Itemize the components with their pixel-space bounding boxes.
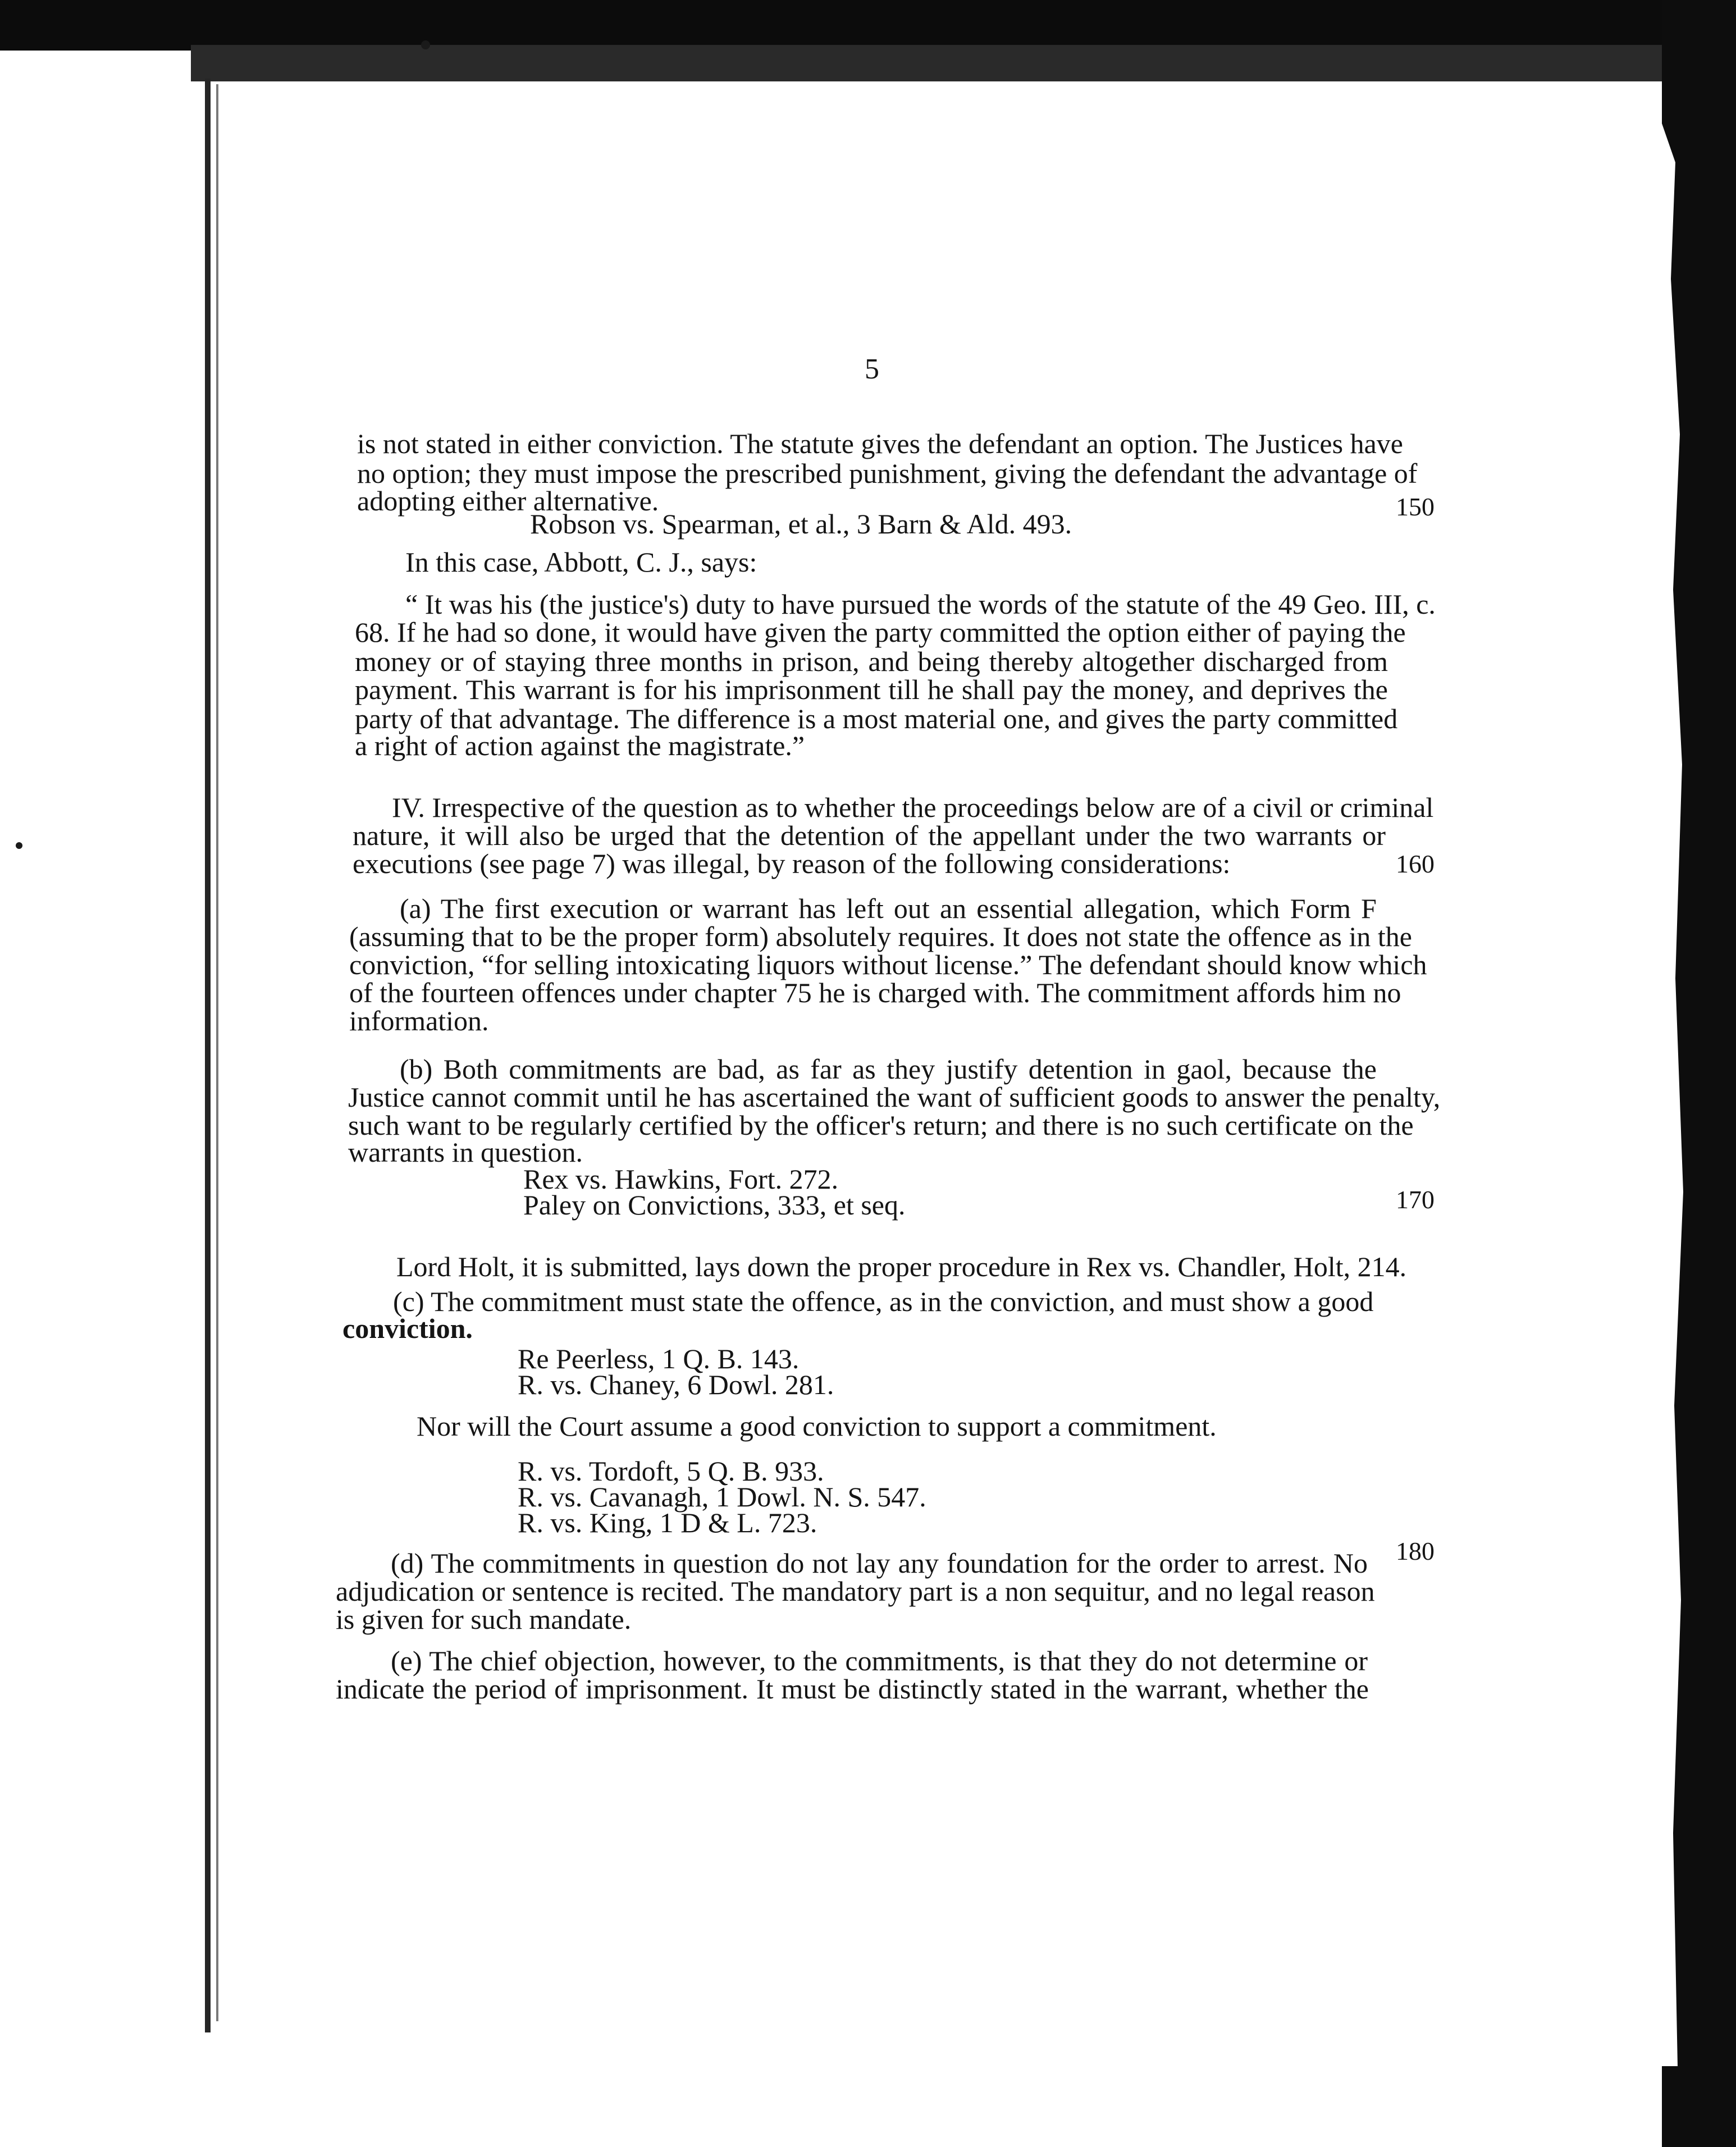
text-line: (b) Both commitments are bad, as far as they justify detention in gaol, because the [400,1053,1377,1085]
quote-line: 68. If he had so done, it would have given the party committed the option either of paying the [355,616,1406,648]
text-line: adopting either alternative. [357,485,659,517]
margin-line-number: 170 [1396,1185,1435,1214]
quote-line: “ It was his (the justice's) duty to have pursued the words of the statute of the 49 Geo. III, c. [405,588,1436,620]
scan-shadow-band [191,45,1662,81]
text-line: nature, it will also be urged that the detention of the appellant under the two warrants or [353,820,1386,851]
binding-shadow [205,79,211,2032]
text-line: conviction, “for selling intoxicating liquors without license.” The defendant should know which [349,949,1427,980]
text-line: Justice cannot commit until he has ascertained the want of sufficient goods to answer the penalty, [348,1081,1441,1113]
text-line: information. [349,1005,489,1036]
text-line: of the fourteen offences under chapter 75 he is charged with. The commitment affords him no [349,977,1401,1008]
text-line: IV. Irrespective of the question as to whether the proceedings below are of a civil or criminal [392,792,1434,823]
text-line: conviction. [342,1313,473,1344]
citation-line: R. vs. King, 1 D & L. 723. [518,1507,817,1538]
binding-shadow-inner [216,84,218,2021]
text-line: Lord Holt, it is submitted, lays down the proper procedure in Rex vs. Chandler, Holt, 214. [396,1251,1407,1282]
citation-line: Rex vs. Hawkins, Fort. 272. [523,1163,839,1195]
scan-border-top [0,0,1736,51]
text-line: (e) The chief objection, however, to the commitments, is that they do not determine or [391,1645,1368,1677]
text-line: such want to be regularly certified by the officer's return; and there is no such certificate on the [348,1109,1414,1141]
quote-line: payment. This warrant is for his imprisonment till he shall pay the money, and deprives the [355,674,1388,705]
citation-line: Paley on Convictions, 333, et seq. [523,1189,906,1221]
quote-line: money or of staying three months in prison, and being thereby altogether discharged from [355,646,1388,677]
text-line: Nor will the Court assume a good conviction to support a commitment. [417,1410,1217,1442]
citation-line: R. vs. Chaney, 6 Dowl. 281. [518,1369,834,1400]
text-line: adjudication or sentence is recited. The mandatory part is a non sequitur, and no legal reason [336,1575,1375,1607]
citation-line: R. vs. Cavanagh, 1 Dowl. N. S. 547. [518,1481,926,1513]
citation-line: R. vs. Tordoft, 5 Q. B. 933. [518,1455,824,1487]
quote-line: party of that advantage. The difference is a most material one, and gives the party committed [355,703,1398,734]
text-line: warrants in question. [348,1136,583,1168]
margin-line-number: 180 [1396,1537,1435,1565]
text-line: (assuming that to be the proper form) absolutely requires. It does not state the offence as in the [349,921,1412,952]
quote-line: a right of action against the magistrate.” [355,730,805,761]
margin-line-number: 150 [1396,492,1435,521]
text-line: executions (see page 7) was illegal, by reason of the following considerations: [353,848,1231,879]
text-line: is given for such mandate. [336,1604,632,1635]
text-line: (c) The commitment must state the offence, as in the conviction, and must show a good [393,1286,1374,1317]
text-line: (a) The first execution or warrant has left out an essential allegation, which Form F [400,893,1377,924]
text-line: is not stated in either conviction. The statute gives the defendant an option. The Justices have [357,428,1403,459]
citation-line: Re Peerless, 1 Q. B. 143. [518,1343,800,1374]
margin-line-number: 160 [1396,849,1435,878]
scan-speck [421,40,430,49]
text-line: In this case, Abbott, C. J., says: [405,546,757,578]
text-line: indicate the period of imprisonment. It must be distinctly stated in the warrant, whether the [336,1673,1369,1705]
text-line: (d) The commitments in question do not lay any foundation for the order to arrest. No [391,1547,1368,1579]
text-line: no option; they must impose the prescribed punishment, giving the defendant the advantage of [357,458,1418,489]
scan-speck [16,842,22,849]
citation-line: Robson vs. Spearman, et al., 3 Barn & Ald. 493. [530,508,1072,540]
page-number: 5 [865,353,879,385]
